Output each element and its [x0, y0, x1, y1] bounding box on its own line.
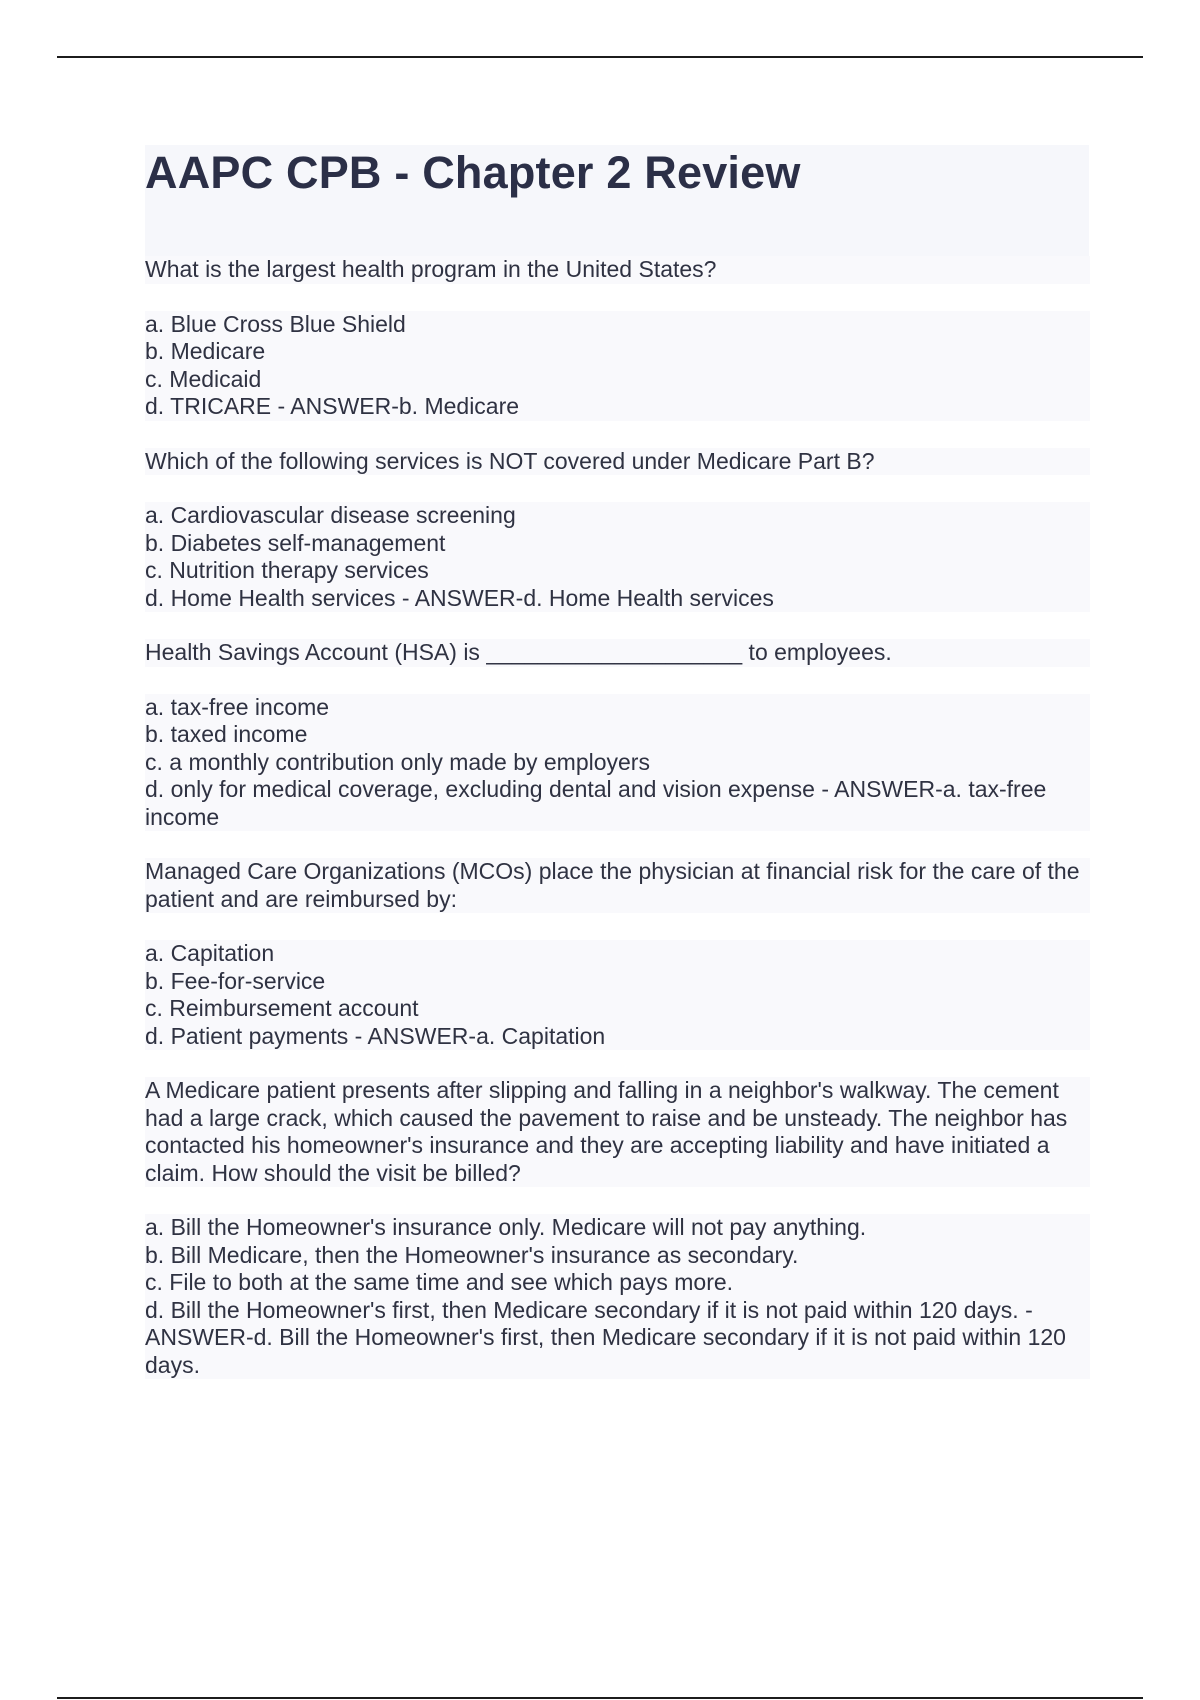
- question-text-before-blank: Health Savings Account (HSA) is: [145, 639, 487, 665]
- document-title: AAPC CPB - Chapter 2 Review: [145, 147, 801, 198]
- question-text: Which of the following services is NOT covered under Medicare Part B?: [145, 448, 1090, 476]
- option-a: a. Bill the Homeowner's insurance only. Medicare will not pay anything.: [145, 1214, 1090, 1242]
- question-block-4: [145, 858, 1090, 1050]
- question-block-1: [145, 256, 1090, 421]
- option-d-with-answer: d. only for medical coverage, excluding dental and vision expense - ANSWER-a. tax-free income: [145, 776, 1090, 831]
- option-b: b. taxed income: [145, 721, 1090, 749]
- option-d-with-answer: d. TRICARE - ANSWER-b. Medicare: [145, 393, 1090, 421]
- question-block-5: [145, 1077, 1090, 1379]
- question-list: [145, 256, 1090, 1406]
- question-block-2: [145, 448, 1090, 613]
- option-a: a. Capitation: [145, 940, 1090, 968]
- option-a: a. Blue Cross Blue Shield: [145, 311, 1090, 339]
- option-b: b. Medicare: [145, 338, 1090, 366]
- option-c: c. File to both at the same time and see which pays more.: [145, 1269, 1090, 1297]
- option-a: a. Cardiovascular disease screening: [145, 502, 1090, 530]
- question-text: [145, 639, 1090, 667]
- footer-rule: [57, 1697, 1143, 1699]
- question-text: What is the largest health program in the United States?: [145, 256, 1090, 284]
- option-d-with-answer: d. Bill the Homeowner's first, then Medicare secondary if it is not paid within 120 days. - ANSWER-d. Bill the Homeowner's first, then Medicare secondary if it is not paid within 120 days.: [145, 1297, 1090, 1380]
- question-text: A Medicare patient presents after slipping and falling in a neighbor's walkway. The cement had a large crack, which caused the pavement to raise and be unsteady. The neighbor has contacted his homeowner's insurance and they are accepting liability and have initiated a claim. How should the visit be billed?: [145, 1077, 1090, 1187]
- option-a: a. tax-free income: [145, 694, 1090, 722]
- option-d-with-answer: d. Home Health services - ANSWER-d. Home Health services: [145, 585, 1090, 613]
- option-c: c. Nutrition therapy services: [145, 557, 1090, 585]
- option-d-with-answer: d. Patient payments - ANSWER-a. Capitation: [145, 1023, 1090, 1051]
- option-c: c. Reimbursement account: [145, 995, 1090, 1023]
- question-block-3: [145, 639, 1090, 831]
- header-rule: [57, 56, 1143, 58]
- option-b: b. Diabetes self-management: [145, 530, 1090, 558]
- option-c: c. a monthly contribution only made by employers: [145, 749, 1090, 777]
- option-b: b. Bill Medicare, then the Homeowner's insurance as secondary.: [145, 1242, 1090, 1270]
- fill-in-blank: ____________________: [486, 639, 743, 665]
- option-b: b. Fee-for-service: [145, 968, 1090, 996]
- question-text-after-blank: to employees.: [742, 639, 892, 665]
- option-c: c. Medicaid: [145, 366, 1090, 394]
- question-text: Managed Care Organizations (MCOs) place the physician at financial risk for the care of the patient and are reimbursed by:: [145, 858, 1090, 913]
